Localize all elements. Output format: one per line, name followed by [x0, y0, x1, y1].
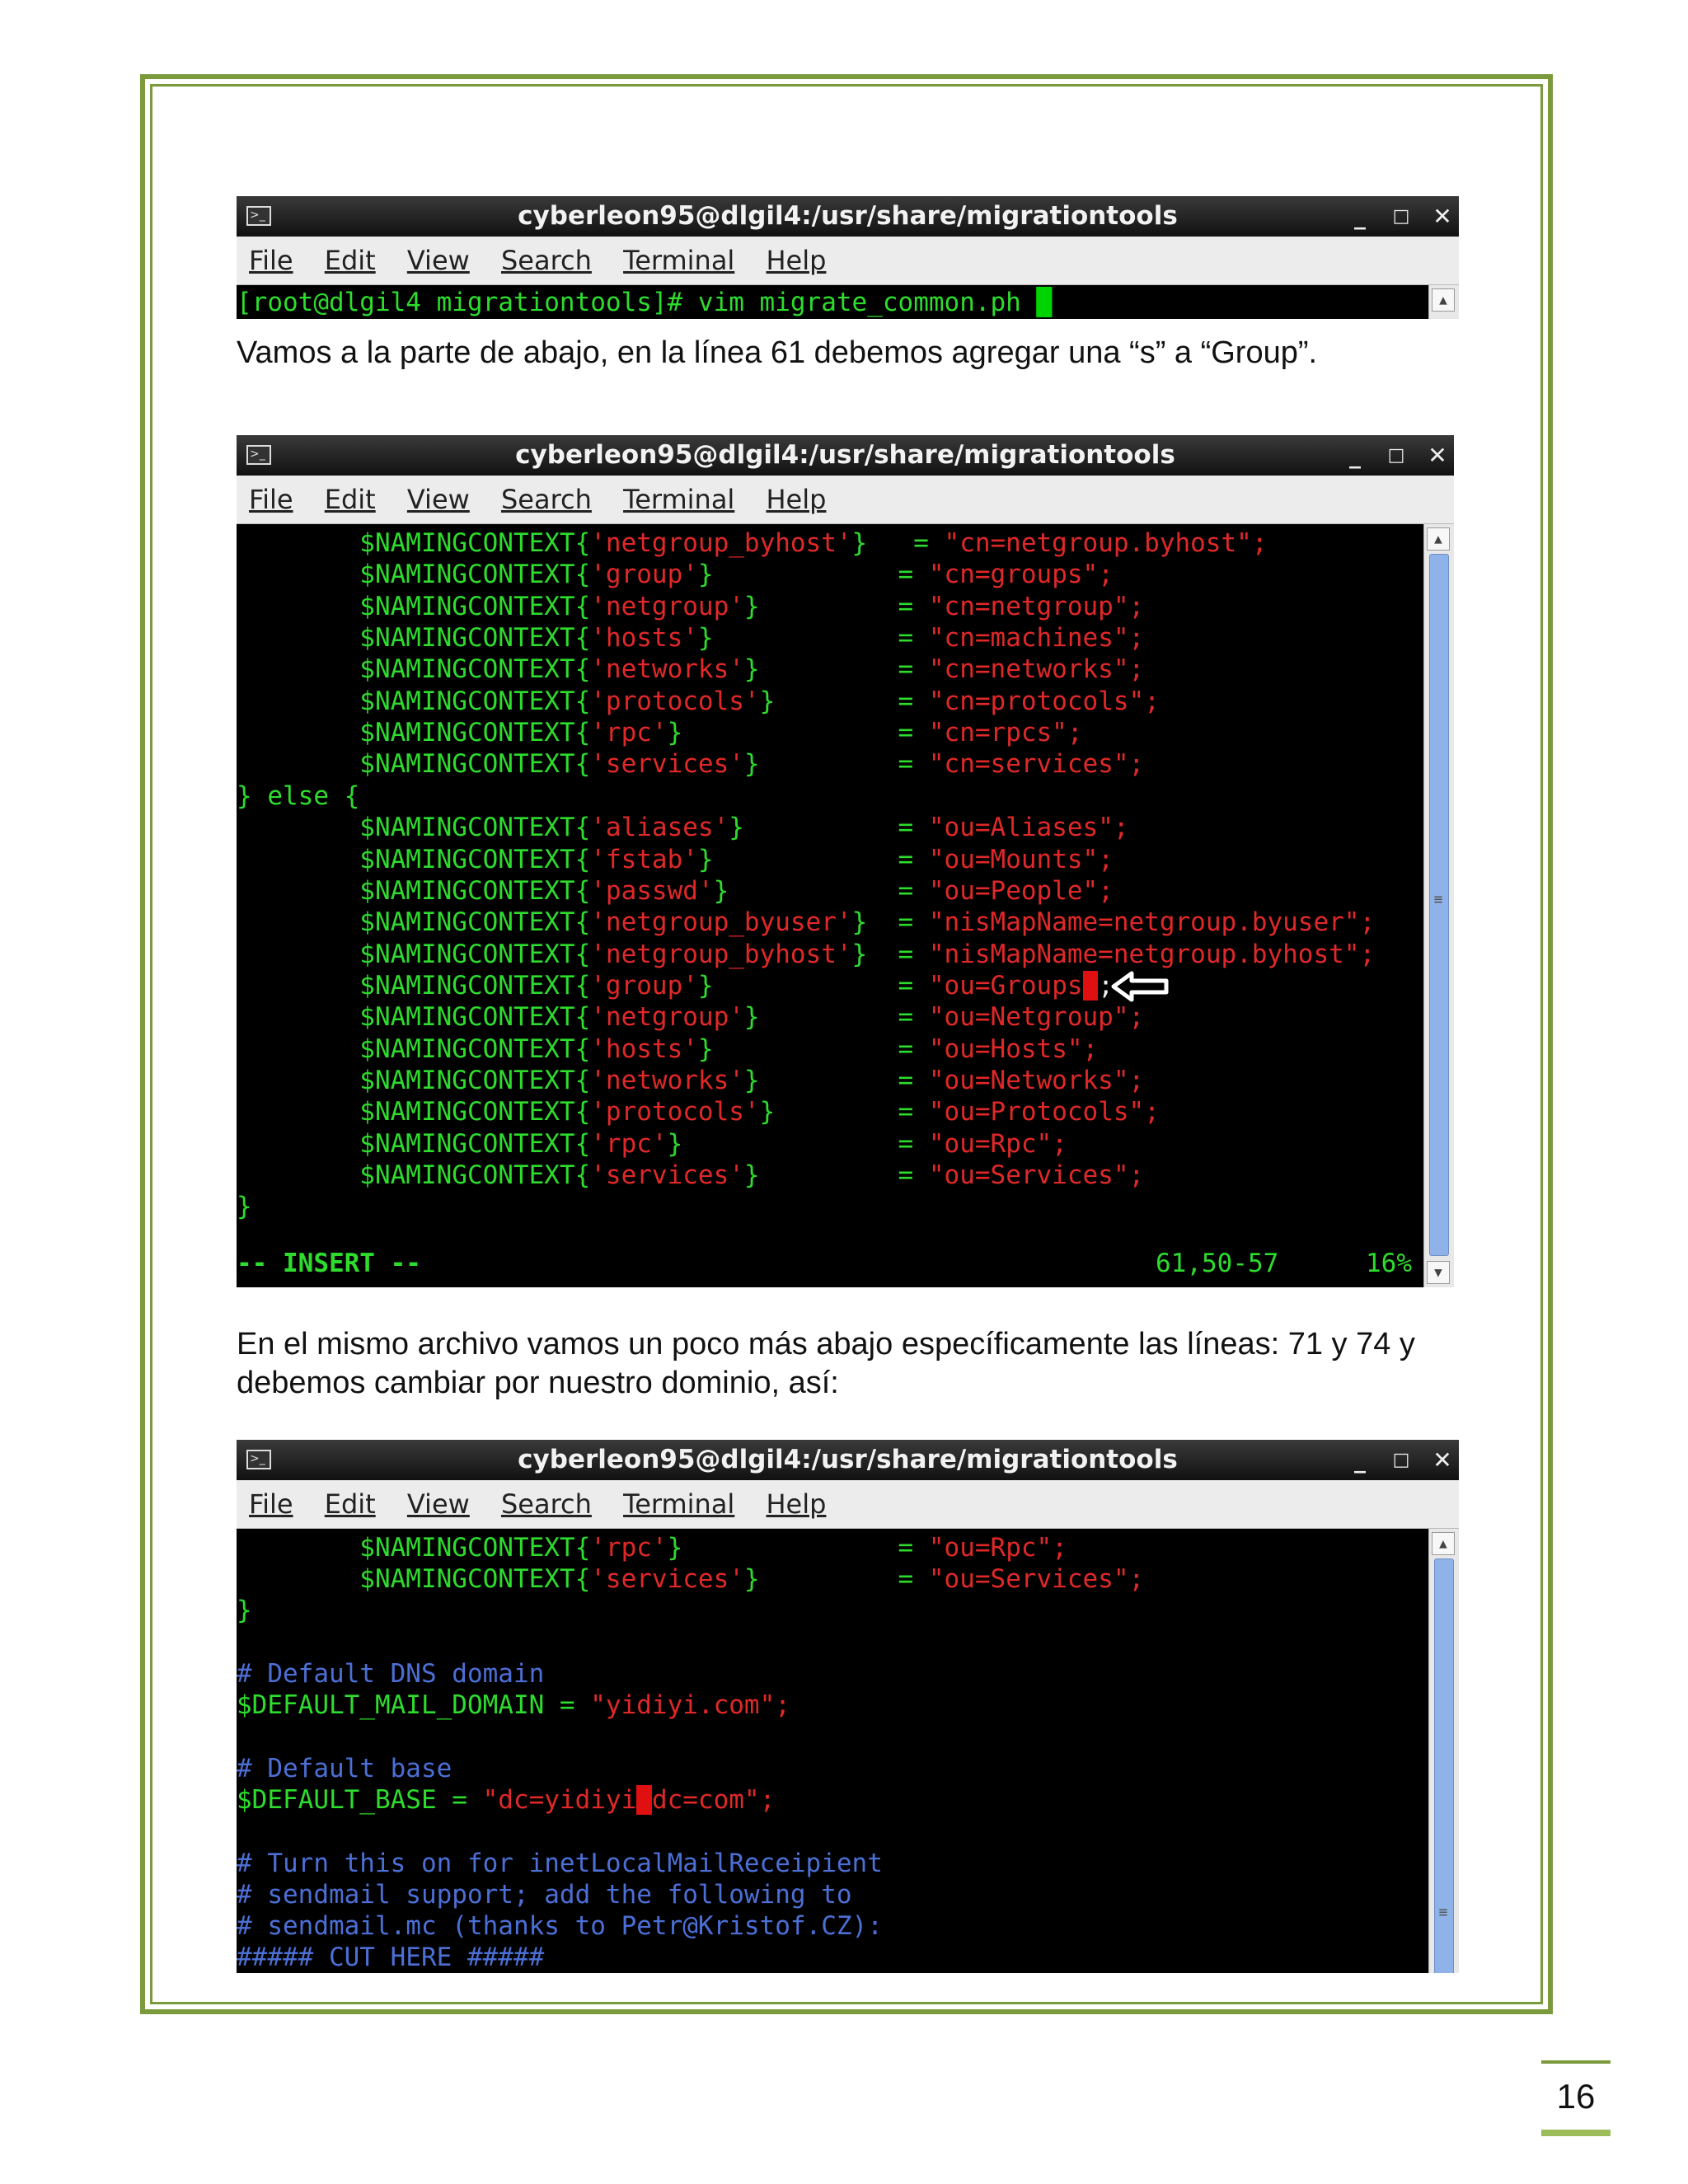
- code-comment: # sendmail support; add the following to: [237, 1880, 852, 1910]
- minimize-icon[interactable]: _: [1354, 203, 1366, 230]
- vim-mode-indicator: -- INSERT --: [237, 1249, 421, 1278]
- menu-search[interactable]: Search: [500, 1488, 592, 1520]
- code-line: $NAMINGCONTEXT{'netgroup'} = "ou=Netgroup";: [237, 1002, 1145, 1033]
- code-line: }: [237, 1192, 252, 1222]
- terminal-menubar: [237, 1480, 1459, 1529]
- close-icon[interactable]: ✕: [1432, 1446, 1452, 1474]
- code-line: $NAMINGCONTEXT{'passwd'} = "ou=People";: [237, 875, 1114, 906]
- code-line: $NAMINGCONTEXT{'netgroup'} = "cn=netgroup";: [237, 591, 1145, 621]
- scrollbar[interactable]: [1423, 524, 1454, 1287]
- minimize-icon[interactable]: _: [1349, 442, 1361, 469]
- terminal-window-3: [237, 1440, 1459, 1972]
- menu-edit[interactable]: Edit: [324, 1488, 376, 1520]
- page-number-box: [1541, 2060, 1611, 2136]
- instruction-paragraph-2: En el mismo archivo vamos un poco más abajo específicamente las líneas: 71 y 74 y debemos cambiar por nuestro dominio, así:: [237, 1327, 1415, 1400]
- terminal-title: cyberleon95@dlgil4:/usr/share/migrationtools: [515, 440, 1175, 470]
- close-icon[interactable]: ✕: [1432, 203, 1452, 230]
- close-icon[interactable]: ✕: [1428, 442, 1447, 469]
- code-line: $NAMINGCONTEXT{'netgroup_byhost'} = "nisMapName=netgroup.byhost";: [237, 939, 1376, 969]
- code-line: $NAMINGCONTEXT{'group'} = "cn=groups";: [237, 560, 1114, 590]
- code-line: $NAMINGCONTEXT{'services'} = "cn=services";: [237, 749, 1145, 780]
- code-line: $NAMINGCONTEXT{'netgroup_byuser'} = "nisMapName=netgroup.byuser";: [237, 907, 1376, 938]
- menu-terminal[interactable]: Terminal: [623, 1488, 735, 1520]
- file-percent: 16%: [1366, 1249, 1412, 1278]
- terminal-app-icon: >_: [246, 206, 271, 226]
- code-line: $NAMINGCONTEXT{'hosts'} = "ou=Hosts";: [237, 1033, 1099, 1064]
- menu-view[interactable]: View: [406, 245, 470, 276]
- minimize-icon[interactable]: _: [1354, 1446, 1366, 1474]
- cursor-position: 61,50-57: [1156, 1249, 1279, 1278]
- scroll-up-icon[interactable]: ▲: [1432, 1532, 1455, 1555]
- menu-file[interactable]: File: [249, 484, 293, 515]
- terminal-titlebar: [237, 196, 1459, 237]
- terminal-titlebar: [237, 1440, 1459, 1480]
- maximize-icon[interactable]: □: [1387, 445, 1405, 466]
- code-line: $NAMINGCONTEXT{'aliases'} = "ou=Aliases";: [237, 813, 1129, 843]
- cursor: ,: [636, 1785, 652, 1815]
- code-line: $NAMINGCONTEXT{'services'} = "ou=Services";: [237, 1160, 1145, 1190]
- code-line: $NAMINGCONTEXT{'rpc'} = "cn=rpcs";: [237, 718, 1083, 748]
- vim-editor[interactable]: [237, 1529, 1459, 1973]
- page-number: 16: [1556, 2077, 1596, 2116]
- code-line: $NAMINGCONTEXT{'rpc'} = "ou=Rpc";: [237, 1533, 1067, 1563]
- scroll-up-icon[interactable]: ▲: [1427, 527, 1450, 551]
- arrow-left-icon: [1110, 970, 1170, 1003]
- menu-terminal[interactable]: Terminal: [623, 245, 735, 276]
- code-line: }: [237, 1596, 252, 1625]
- maximize-icon[interactable]: □: [1392, 206, 1410, 227]
- code-line: $NAMINGCONTEXT{'hosts'} = "cn=machines";: [237, 623, 1145, 654]
- scroll-up-icon[interactable]: ▲: [1432, 288, 1455, 312]
- code-comment: # Default DNS domain: [237, 1659, 545, 1689]
- code-line: $NAMINGCONTEXT{'rpc'} = "ou=Rpc";: [237, 1128, 1067, 1159]
- scroll-down-icon[interactable]: ▼: [1427, 1261, 1450, 1284]
- menu-view[interactable]: View: [406, 1488, 470, 1520]
- code-line: $NAMINGCONTEXT{'protocols'} = "cn=protocols";: [237, 686, 1160, 716]
- scroll-grip-icon: ≡: [1438, 1904, 1448, 1921]
- code-line: $NAMINGCONTEXT{'netgroup_byhost'} = "cn=netgroup.byhost";: [237, 528, 1268, 558]
- code-line: $NAMINGCONTEXT{'group'} = "ou=Groups";: [237, 970, 1114, 1001]
- scroll-grip-icon: ≡: [1433, 891, 1443, 908]
- terminal-window-2: [237, 435, 1454, 1286]
- code-comment: # sendmail.mc (thanks to Petr@Kristof.CZ):: [237, 1911, 883, 1941]
- terminal-title: cyberleon95@dlgil4:/usr/share/migrationtools: [518, 201, 1178, 231]
- code-line: $NAMINGCONTEXT{'services'} = "ou=Services";: [237, 1564, 1145, 1594]
- menu-help[interactable]: Help: [766, 484, 827, 515]
- terminal-titlebar: [237, 435, 1454, 476]
- terminal-app-icon: >_: [246, 1450, 271, 1469]
- menu-edit[interactable]: Edit: [324, 245, 376, 276]
- command-line: [root@dlgil4 migrationtools]# vim migrate_common.ph █: [237, 288, 1053, 317]
- terminal-menubar: [237, 476, 1454, 524]
- terminal-menubar: [237, 237, 1459, 285]
- menu-file[interactable]: File: [249, 1488, 293, 1520]
- terminal-title: cyberleon95@dlgil4:/usr/share/migrationtools: [518, 1445, 1178, 1474]
- menu-terminal[interactable]: Terminal: [623, 484, 735, 515]
- code-line: $NAMINGCONTEXT{'fstab'} = "ou=Mounts";: [237, 844, 1114, 874]
- code-line: $NAMINGCONTEXT{'networks'} = "cn=networks";: [237, 654, 1145, 685]
- cursor: █: [1036, 288, 1053, 317]
- vim-editor[interactable]: [237, 524, 1454, 1287]
- terminal-window-1: [237, 196, 1459, 318]
- code-comment: ##### CUT HERE #####: [237, 1943, 545, 1972]
- menu-help[interactable]: Help: [766, 1488, 827, 1520]
- menu-view[interactable]: View: [406, 484, 470, 515]
- scrollbar[interactable]: [1428, 1529, 1459, 1973]
- code-line: } else {: [237, 780, 360, 811]
- cursor: ": [1082, 970, 1099, 1001]
- menu-file[interactable]: File: [249, 245, 293, 276]
- menu-search[interactable]: Search: [500, 245, 592, 276]
- menu-search[interactable]: Search: [500, 484, 592, 515]
- terminal-screen[interactable]: [237, 285, 1459, 319]
- code-comment: # Default base: [237, 1754, 452, 1783]
- terminal-app-icon: >_: [246, 445, 271, 465]
- menu-help[interactable]: Help: [766, 245, 827, 276]
- code-line: $DEFAULT_MAIL_DOMAIN = "yidiyi.com";: [237, 1690, 790, 1720]
- scrollbar[interactable]: [1428, 285, 1459, 319]
- code-line: $NAMINGCONTEXT{'protocols'} = "ou=Protocols";: [237, 1097, 1160, 1127]
- instruction-paragraph-1: Vamos a la parte de abajo, en la línea 61 debemos agregar una “s” a “Group”.: [237, 335, 1318, 370]
- code-line: $DEFAULT_BASE = "dc=yidiyi,dc=com";: [237, 1785, 776, 1815]
- code-line: $NAMINGCONTEXT{'networks'} = "ou=Networks";: [237, 1065, 1145, 1095]
- maximize-icon[interactable]: □: [1392, 1450, 1410, 1470]
- menu-edit[interactable]: Edit: [324, 484, 376, 515]
- code-comment: # Turn this on for inetLocalMailReceipient: [237, 1849, 883, 1878]
